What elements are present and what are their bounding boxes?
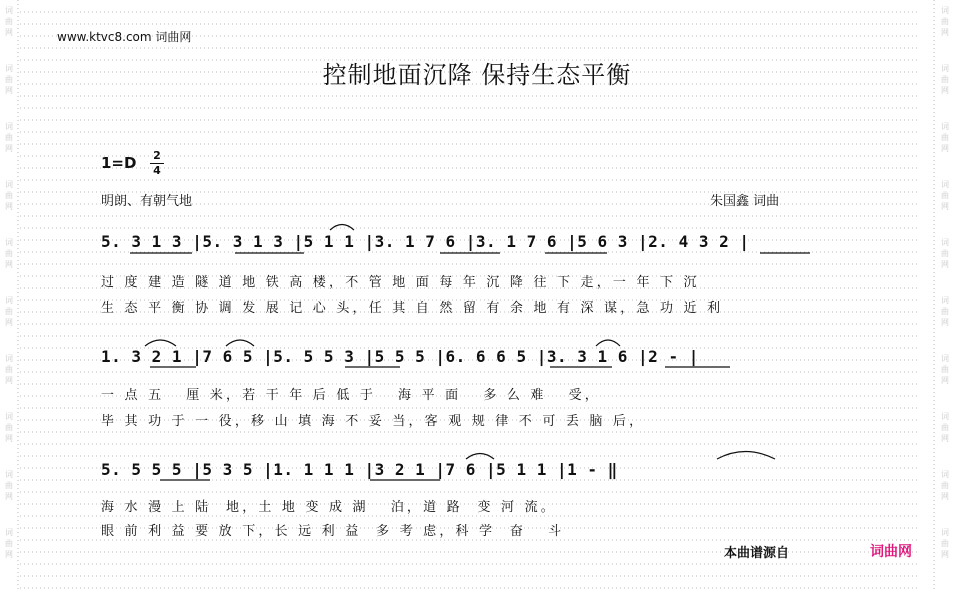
watermark-glyph: 曲 bbox=[5, 423, 13, 432]
composer-credit: 朱国鑫 词曲 bbox=[710, 194, 780, 209]
staff-2-notes: 1. 3 2 1 |7 6 5 |5. 5 5 3 |5 5 5 |6. 6 6 5 |3. 3 1 6 |2 - | bbox=[101, 347, 699, 366]
watermark-glyph: 曲 bbox=[941, 423, 949, 432]
watermark-glyph: 曲 bbox=[5, 17, 13, 26]
staff-2-lyric-verse-2: 毕 其 功 于 一 役，移 山 填 海 不 妥 当，客 观 规 律 不 可 丢 脑 后， bbox=[101, 414, 646, 429]
watermark-glyph: 网 bbox=[941, 28, 949, 37]
watermark-glyph: 曲 bbox=[941, 249, 949, 258]
watermark-glyph: 网 bbox=[5, 28, 13, 37]
watermark-glyph: 曲 bbox=[5, 75, 13, 84]
watermark-glyph: 网 bbox=[941, 550, 949, 559]
watermark-glyph: 网 bbox=[941, 202, 949, 211]
watermark-glyph: 网 bbox=[5, 318, 13, 327]
watermark-glyph: 网 bbox=[941, 260, 949, 269]
watermark-glyph: 网 bbox=[5, 260, 13, 269]
watermark-glyph: 词 bbox=[5, 238, 13, 247]
watermark-glyph: 曲 bbox=[941, 365, 949, 374]
watermark-glyph: 网 bbox=[941, 144, 949, 153]
watermark-glyph: 网 bbox=[941, 86, 949, 95]
staff-3-notes: 5. 5 5 5 |5 3 5 |1. 1 1 1 |3 2 1 |7 6 |5 1 1 |1 - ‖ bbox=[101, 460, 618, 479]
watermark-glyph: 曲 bbox=[5, 307, 13, 316]
watermark-glyph: 词 bbox=[941, 296, 949, 305]
site-logo[interactable]: 词曲网 bbox=[870, 544, 912, 560]
watermark-glyph: 曲 bbox=[941, 191, 949, 200]
watermark-glyph: 词 bbox=[5, 64, 13, 73]
watermark-glyph: 曲 bbox=[941, 17, 949, 26]
watermark-glyph: 网 bbox=[5, 144, 13, 153]
staff-2-lyric-verse-1: 一 点 五 厘 米，若 干 年 后 低 于 海 平 面 多 么 难 受， bbox=[101, 388, 601, 403]
watermark-glyph: 词 bbox=[5, 296, 13, 305]
watermark-glyph: 词 bbox=[941, 6, 949, 15]
tie-mark bbox=[717, 452, 775, 460]
watermark-glyph: 词 bbox=[5, 180, 13, 189]
watermark-glyph: 曲 bbox=[5, 365, 13, 374]
watermark-glyph: 词 bbox=[941, 470, 949, 479]
watermark-glyph: 词 bbox=[941, 412, 949, 421]
watermark-glyph: 词 bbox=[5, 354, 13, 363]
time-signature-bottom: 4 bbox=[153, 164, 161, 177]
watermark-glyph: 词 bbox=[5, 122, 13, 131]
watermark-glyph: 词 bbox=[5, 528, 13, 537]
watermark-glyph: 网 bbox=[5, 492, 13, 501]
staff-3-lyric-verse-1: 海 水 漫 上 陆 地，土 地 变 成 湖 泊，道 路 变 河 流。 bbox=[101, 500, 557, 515]
tempo-marking: 明朗、有朝气地 bbox=[101, 194, 193, 209]
watermark-glyph: 词 bbox=[941, 238, 949, 247]
staff-3-lyric-verse-2: 眼 前 利 益 要 放 下，长 远 利 益 多 考 虑，科 学 奋 斗 bbox=[101, 524, 565, 539]
watermark-glyph: 网 bbox=[5, 86, 13, 95]
tie-mark bbox=[145, 340, 176, 346]
watermark-glyph: 词 bbox=[941, 122, 949, 131]
watermark-glyph: 曲 bbox=[5, 191, 13, 200]
watermark-glyph: 曲 bbox=[941, 307, 949, 316]
watermark-glyph: 曲 bbox=[5, 481, 13, 490]
staff-1-lyric-verse-2: 生 态 平 衡 协 调 发 展 记 心 头，任 其 自 然 留 有 余 地 有 深 谋，急 功 近 利 bbox=[101, 301, 724, 316]
song-title: 控制地面沉降 保持生态平衡 bbox=[322, 61, 632, 89]
watermark-glyph: 词 bbox=[941, 180, 949, 189]
watermark-glyph: 词 bbox=[941, 528, 949, 537]
watermark-glyph: 网 bbox=[5, 434, 13, 443]
watermark-glyph: 网 bbox=[941, 318, 949, 327]
tie-mark bbox=[330, 225, 354, 231]
source-label: 本曲谱源自 bbox=[724, 546, 790, 561]
site-url[interactable]: www.ktvc8.com 词曲网 bbox=[57, 30, 192, 44]
watermark-glyph: 词 bbox=[941, 64, 949, 73]
watermark-glyph: 网 bbox=[5, 550, 13, 559]
watermark-glyph: 曲 bbox=[941, 133, 949, 142]
watermark-glyph: 曲 bbox=[5, 539, 13, 548]
staff-1-notes: 5. 3 1 3 |5. 3 1 3 |5 1 1 |3. 1 7 6 |3. 1 7 6 |5 6 3 |2. 4 3 2 | bbox=[101, 232, 750, 251]
watermark-glyph: 词 bbox=[5, 470, 13, 479]
time-signature-top: 2 bbox=[153, 149, 161, 162]
watermark-glyph: 网 bbox=[5, 376, 13, 385]
watermark-glyph: 网 bbox=[941, 492, 949, 501]
staff-1-lyric-verse-1: 过 度 建 造 隧 道 地 铁 高 楼，不 管 地 面 每 年 沉 降 往 下 走，一 年 下 沉 bbox=[101, 275, 700, 290]
watermark-glyph: 词 bbox=[941, 354, 949, 363]
watermark-glyph: 词 bbox=[5, 412, 13, 421]
watermark-glyph: 曲 bbox=[941, 481, 949, 490]
watermark-glyph: 网 bbox=[941, 434, 949, 443]
watermark-glyph: 曲 bbox=[941, 75, 949, 84]
tie-mark bbox=[226, 340, 254, 346]
watermark-glyph: 网 bbox=[941, 376, 949, 385]
watermark-glyph: 曲 bbox=[941, 539, 949, 548]
watermark-glyph: 曲 bbox=[5, 133, 13, 142]
tie-mark bbox=[596, 340, 620, 346]
key-signature: 1=D bbox=[101, 154, 137, 172]
watermark-glyph: 网 bbox=[5, 202, 13, 211]
watermark-glyph: 词 bbox=[5, 6, 13, 15]
watermark-glyph: 曲 bbox=[5, 249, 13, 258]
tie-mark bbox=[466, 454, 494, 460]
